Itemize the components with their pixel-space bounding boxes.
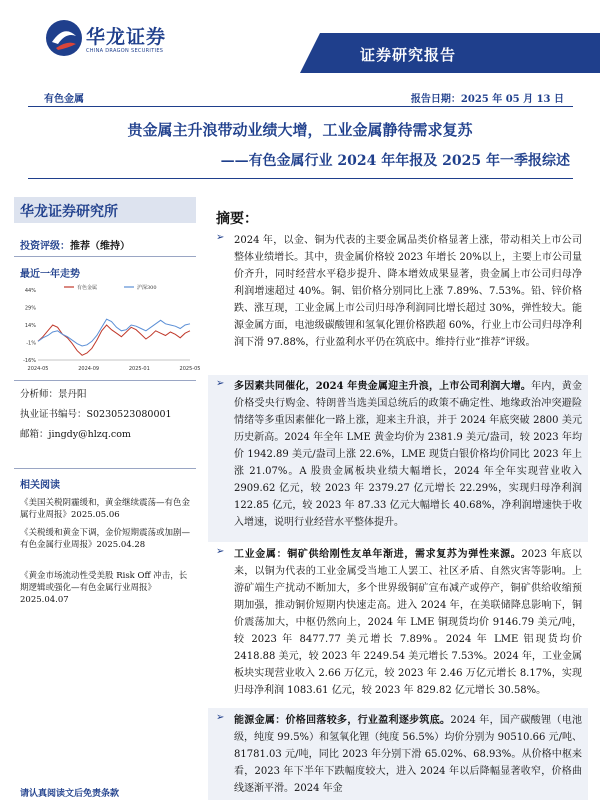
analyst-email: 邮箱：jingdy@hlzq.com — [20, 429, 131, 440]
y-tick-label: 44% — [24, 288, 36, 294]
rating-value: 推荐（维持） — [70, 241, 130, 252]
summary-label: 摘要： — [216, 211, 258, 227]
legend-label: 有色金属 — [77, 285, 98, 291]
para-heading: 工业金属：铜矿供给刚性友单年渐进，需求复苏为弹性来源。 — [234, 549, 522, 560]
x-tick-label: 2024-09 — [78, 366, 100, 372]
divider — [28, 106, 573, 107]
divider — [14, 256, 196, 257]
x-tick-label: 2025-01 — [128, 366, 150, 372]
summary-paragraph — [216, 232, 582, 351]
bullet-arrow-icon: ➢ — [216, 546, 225, 557]
divider — [28, 178, 573, 179]
chart-section-label: 最近一年走势 — [20, 269, 80, 280]
company-name: 华龙证券 — [86, 26, 167, 48]
x-tick-label: 2025-05 — [179, 366, 201, 372]
report-type: 证券研究报告 — [360, 46, 457, 64]
certificate-number: 执业证书编号：S0230523080001 — [20, 409, 172, 420]
y-tick-label: 14% — [24, 323, 36, 329]
para-text: 2024 年，国产碳酸锂（电池级，纯度 99.5%）和氢氧化锂（纯度 56.5%）均价分别为 90510.66 元/吨、81781.03 元/吨，同比 2023 年分别下滑 65.02%、68.93%。从价格中枢来看，2023 年下半年下跌幅度较大，进入 2024 年以后降幅显著收窄，价格曲线逐渐平滑。2024 年金 — [234, 715, 582, 794]
summary-paragraph — [216, 378, 582, 531]
related-item[interactable]: 《关税缓和黄金下调，金价短期震荡或加剧—有色金属行业周报》2025.04.28 — [20, 528, 191, 550]
divider — [14, 468, 196, 469]
para-heading: 能源金属：价格回落较多，行业盈利逐步筑底。 — [234, 715, 451, 726]
company-name-en: CHINA DRAGON SECURITIES — [86, 48, 164, 54]
y-tick-label: -16% — [23, 358, 36, 364]
bullet-arrow-icon: ➢ — [216, 232, 225, 243]
para-heading: 多因素共同催化，2024 年贵金属迎主升浪，上市公司利润大增。 — [234, 381, 532, 392]
trend-chart — [14, 280, 201, 378]
report-subtitle: ——有色金属行业 2024 年年报及 2025 年一季报综述 — [220, 153, 570, 169]
y-tick-label: 29% — [24, 305, 36, 312]
related-item[interactable]: 《黄金市场流动性受美股 Risk Off 冲击，长期逻辑或强化—有色金属行业周报》2025.04.07 — [20, 571, 188, 605]
para-text: 2023 年底以来，以铜为代表的工业金属受当地工人罢工、社区矛盾、自然灾害等影响。上游矿端生产扰动不断加大，多个世界级铜矿宣布减产或停产，铜矿供给收缩预期加强，推动铜价短期内快速走高。进入 2024 年，在美联储降息影响下，铜价震荡加大，中枢仍然向上，2024 年 LME 铜现货均价 9146.79 美元/吨，较 2023 年 8477.77 美元增长 7.89%。2024 年 LME 铝现货均价 2418.88 美元，较 2023 年 2249.54 美元增长 7.53%。2024 年，工业金属板块实现营业收入 2.66 万亿元，较 2023 年 2.46 万亿元增长 8.17%，实现归母净利润 1083.61 亿元，较 2023 年 829.82 亿元增长 30.58%。 — [234, 549, 583, 696]
divider — [14, 380, 196, 381]
para-text: 2024 年，以金、铜为代表的主要金属品类价格显著上涨，带动相关上市公司整体业绩增长。其中，贵金属价格较 2023 年增长 20%以上，主要上市公司量价齐升，同时经营水平稳步提升、降本增效成果显著，贵金属上市公司归母净利润增速超过 40%。铜、铝价格分别同比上涨 7.89%、7.53%。铅、锌价格跌、涨互现，工业金属上市公司归母净利润同比增长超过 30%，弹性较大。能源金属方面，电池级碳酸锂和氢氧化锂价格跌超 60%，行业上市公司归母净利润下滑 97.88%，行业盈利水平仍在筑底中。维持行业“推荐”评级。 — [234, 235, 582, 348]
bullet-arrow-icon: ➢ — [216, 712, 225, 723]
disclaimer-note: 请认真阅读文后免责条款 — [20, 789, 120, 799]
company-logo-icon — [44, 18, 84, 58]
analyst-name: 分析师：景丹阳 — [20, 389, 87, 400]
report-title: 贵金属主升浪带动业绩大增，工业金属静待需求复苏 — [127, 121, 473, 139]
y-tick-label: -1% — [26, 340, 36, 347]
summary-paragraph — [216, 546, 582, 699]
investment-rating — [20, 237, 130, 252]
legend-label: 沪深300 — [137, 285, 157, 291]
x-tick-label: 2024-05 — [27, 366, 49, 372]
rating-label: 投资评级： — [20, 241, 70, 252]
bullet-arrow-icon: ➢ — [216, 378, 225, 389]
institute-name: 华龙证券研究所 — [20, 204, 118, 220]
summary-paragraph — [216, 712, 582, 797]
related-item[interactable]: 《美国关税阴霾缓和，黄金继续震荡—有色金属行业周报》2025.05.06 — [20, 498, 191, 520]
related-reading-label: 相关阅读 — [20, 480, 60, 491]
industry-label: 有色金属 — [44, 94, 84, 105]
para-text: 年内，黄金价格受央行购金、特朗普当选美国总统后的政策不确定性、地缘政治冲突避险情绪等多重因素催化一路上涨，迎来主升浪，并于 2024 年底突破 2800 美元历史新高。2024 年全年 LME 黄金均价为 2381.9 美元/盎司，较 2023 年均价 1942.89 美元/盎司上涨 22.6%，LME 现货白银价格均价同比 2023 年上涨 21.07%。A 股贵金属板块业绩大幅增长，2024 年全年实现营业收入 2909.62 亿元，较 2023 年 2379.27 亿元增长 22.29%，实现归母净利润 122.85 亿元，较 2023 年 87.33 亿元大幅增长 40.68%，净利润增速快于收入增速，说明行业经营水平整体提升。 — [234, 381, 582, 528]
report-date: 报告日期：2025 年 05 月 13 日 — [410, 94, 564, 105]
